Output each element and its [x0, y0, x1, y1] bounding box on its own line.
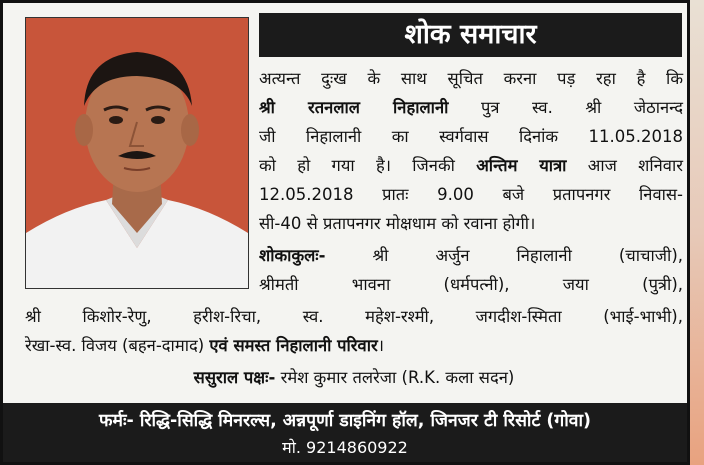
portrait-photo — [25, 17, 249, 289]
firms-text: फर्मः- रिद्धि-सिद्धि मिनरल्स, अन्नपूर्णा डाइनिंग हॉल, जिनजर टी रिसोर्ट (गोवा) — [98, 411, 591, 431]
mourners-line-4-pre: रेखा-स्व. विजय (बहन-दामाद) — [25, 336, 210, 355]
body-line-4-pre: को हो गया है। जिनकी — [259, 156, 477, 175]
family-label: एवं समस्त निहालानी परिवार — [209, 336, 378, 355]
phone-text: मो. 9214860922 — [282, 438, 408, 457]
mourners-line-1-rest: श्री अर्जुन निहालानी (चाचाजी), — [325, 246, 683, 265]
mourners-label: शोकाकुलः- — [259, 246, 326, 265]
parentage-text: पुत्र स्व. श्री जेठानन्द — [448, 98, 684, 117]
footer-bar — [3, 403, 687, 465]
mourners-line-4-post: । — [377, 336, 385, 355]
body-line-4-post: आज शनिवार — [566, 156, 683, 175]
body-line-6: सी-40 से प्रतापनगर मोक्षधाम को रवाना होगी। — [259, 214, 536, 233]
body-line-2 — [259, 95, 683, 120]
in-laws-label: ससुराल पक्षः- — [193, 368, 276, 387]
in-laws-line — [25, 365, 683, 390]
mourners-line-3: श्री किशोर-रेणु, हरीश-रिचा, स्व. महेश-रश्मी, जगदीश-स्मिता (भाई-भाभी), — [25, 307, 683, 326]
body-line-4 — [259, 153, 683, 178]
body-line-1: अत्यन्त दुःख के साथ सूचित करना पड़ रहा है कि — [259, 69, 683, 88]
funeral-procession-label: अन्तिम यात्रा — [476, 156, 567, 175]
deceased-name: श्री रतनलाल निहालानी — [259, 98, 449, 117]
body-line-3: जी निहालानी का स्वर्गवास दिनांक 11.05.2018 — [259, 127, 683, 146]
body-line-5: 12.05.2018 प्रातः 9.00 बजे प्रतापनगर निवास- — [259, 185, 683, 204]
in-laws-value: रमेश कुमार तलरेजा (R.K. कला सदन) — [275, 368, 515, 387]
mourners-line-4 — [25, 333, 683, 358]
mourners-line-1 — [259, 243, 683, 268]
adjacent-page-edge — [690, 0, 704, 465]
portrait-image — [26, 18, 248, 288]
notice-title: शोक समाचार — [259, 13, 682, 57]
mourners-line-2: श्रीमती भावना (धर्मपत्नी), जया (पुत्री), — [259, 275, 683, 294]
